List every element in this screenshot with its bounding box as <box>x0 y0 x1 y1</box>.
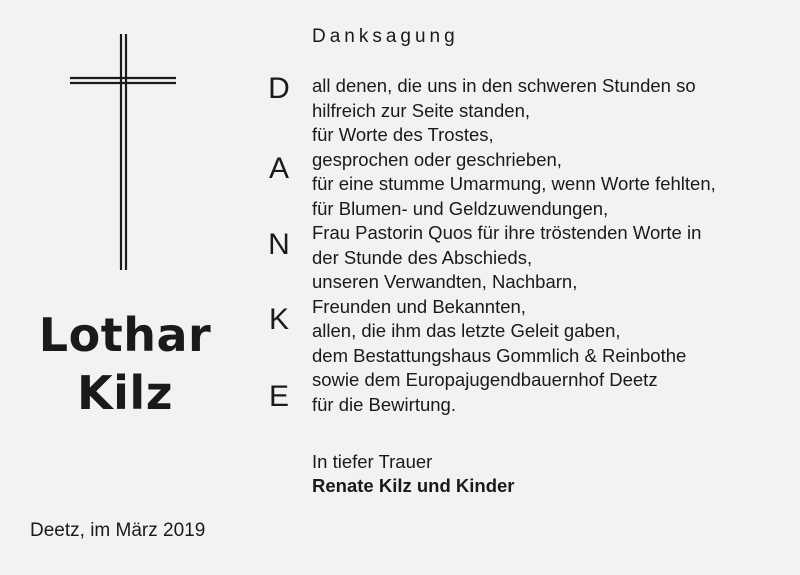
thanks-line: für Blumen- und Geldzuwendungen, <box>312 197 609 219</box>
cross-icon <box>70 34 176 270</box>
thanks-line: hilfreich zur Seite standen, <box>312 99 531 121</box>
thanks-line: Frau Pastorin Quos für ihre tröstenden Worte in <box>312 222 702 243</box>
thanks-line: für eine stumme Umarmung, wenn Worte fehlten, <box>312 173 716 194</box>
danke-letter: K <box>268 303 289 336</box>
thanks-line: gesprochen oder geschrieben, <box>312 148 562 170</box>
thanks-line: sowie dem Europajugendbauernhof Deetz <box>312 369 658 390</box>
thanks-line: unseren Verwandten, Nachbarn, <box>312 271 578 292</box>
danke-letter: E <box>268 380 289 413</box>
deceased-last-name: Kilz <box>77 366 173 420</box>
heading-danksagung: Danksagung <box>312 26 459 47</box>
thanks-line: dem Bestattungshaus Gommlich & Reinbothe <box>312 344 687 366</box>
danke-letter: A <box>268 152 289 185</box>
mourning-phrase: In tiefer Trauer <box>312 451 433 472</box>
thanks-line: der Stunde des Abschieds, <box>312 246 533 268</box>
thanks-line: allen, die ihm das letzte Geleit gaben, <box>312 320 621 341</box>
thanks-line: für die Bewirtung. <box>312 393 456 415</box>
deceased-first-name: Lothar <box>38 308 212 362</box>
signer-names: Renate Kilz und Kinder <box>312 475 515 496</box>
place-and-date: Deetz, im März 2019 <box>30 520 206 541</box>
thanks-text <box>312 74 782 417</box>
thanks-line: Freunden und Bekannten, <box>312 295 526 317</box>
danke-letter: D <box>268 72 290 105</box>
thanks-line: für Worte des Trostes, <box>312 124 494 145</box>
thanks-line: all denen, die uns in den schweren Stunden so <box>312 75 696 96</box>
danke-letter: N <box>268 228 290 261</box>
